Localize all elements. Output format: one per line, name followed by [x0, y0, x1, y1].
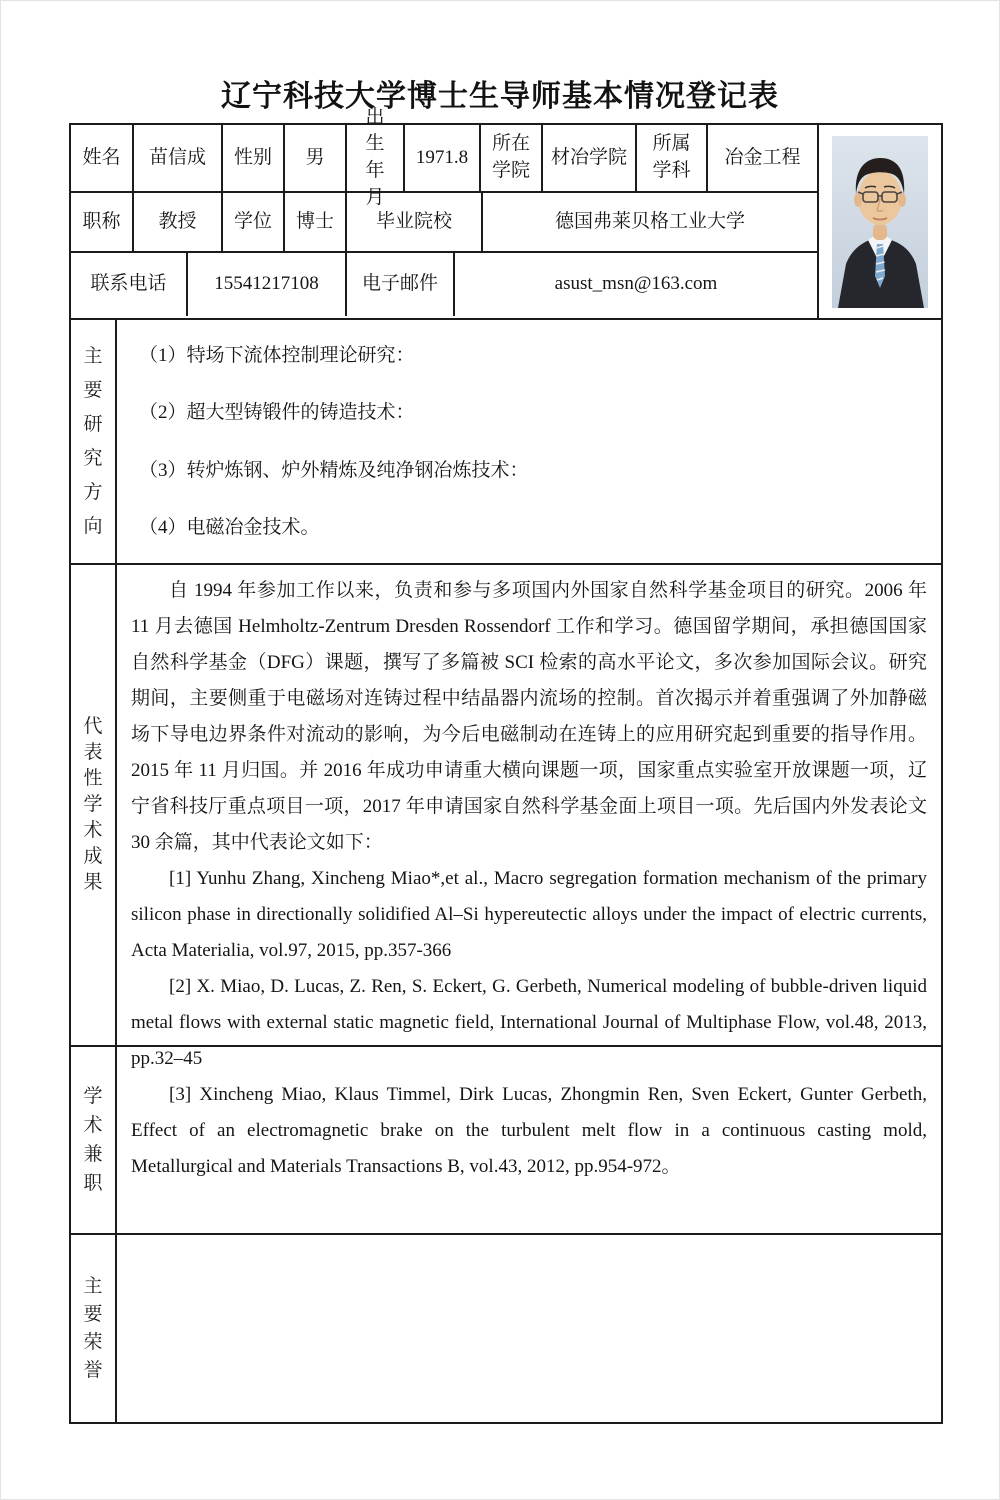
positions-content	[117, 1047, 941, 1233]
phone-value: 15541217108	[188, 253, 347, 316]
alma-mater-label: 毕业院校	[347, 193, 483, 251]
degree-value: 博士	[285, 193, 347, 251]
college-value: 材冶学院	[543, 125, 637, 191]
name-value: 苗信成	[134, 125, 223, 191]
email-label: 电子邮件	[347, 253, 455, 316]
discipline-label: 所属学科	[637, 125, 708, 191]
research-item-1: （1）特场下流体控制理论研究：	[139, 345, 415, 366]
section-research-directions	[71, 318, 941, 563]
phone-label: 联系电话	[71, 253, 188, 316]
prof-title-value: 教授	[134, 193, 223, 251]
table-row	[71, 106, 817, 208]
email-value: asust_msn@163.com	[554, 273, 718, 295]
form-table	[69, 106, 943, 1424]
honors-section-label: 主要荣誉	[83, 1275, 103, 1381]
discipline-value: 冶金工程	[724, 146, 801, 168]
research-item-2: （2）超大型铸锻件的铸造技术：	[139, 402, 415, 424]
portrait-photo	[832, 136, 928, 308]
page-title: 辽宁科技大学博士生导师基本情况登记表	[221, 80, 779, 113]
gender-value: 男	[285, 125, 347, 191]
name-label: 姓名	[71, 125, 134, 191]
research-item-4: （4）电磁冶金技术。	[139, 516, 320, 538]
section-main-honors	[71, 1233, 941, 1422]
gender-label: 性别	[223, 125, 285, 191]
alma-mater-value: 德国弗莱贝格工业大学	[554, 210, 745, 232]
positions-section-label: 学术兼职	[83, 1086, 103, 1194]
reference-3: [3] Xincheng Miao, Klaus Timmel, Dirk Lucas, Zhongmin Ren, Sven Eckert, Gunter Gerbeth, Effect of an electromagnetic brake on the turbulent melt flow in a continuous casting mold, Metallurgical and Materials Transactions B, vol.43, 2012, pp.954-972。	[131, 1084, 927, 1177]
honors-content	[117, 1235, 941, 1422]
reference-1: [1] Yunhu Zhang, Xincheng Miao*,et al., Macro segregation formation mechanism of the primary silicon phase in directionally solidified Al–Si hypereutectic alloys under the impact of electric currents, Acta Materialia, vol.97, 2015, pp.357-366	[131, 868, 927, 961]
birth-label: 出生年月	[347, 125, 405, 191]
section-academic-positions	[71, 1045, 941, 1233]
college-label: 所在学院	[481, 125, 543, 191]
birth-value: 1971.8	[405, 125, 481, 191]
achievements-paragraph: 自 1994 年参加工作以来，负责和参与多项国内外国家自然科学基金项目的研究。2006 年 11 月去德国 Helmholtz-Zentrum Dresden Rossendorf 工作和学习。德国留学期间，承担德国国家自然科学基金（DFG）课题，撰写了多篇被 SCI 检索的高水平论文，多次参加国际会议。研究期间，主要侧重于电磁场对连铸过程中结晶器内流场的控制。首次揭示并着重强调了外加静磁场下导电边界条件对流动的影响，为今后电磁制动在连铸上的应用研究起到重要的指导作用。2015 年 11 月归国。并 2016 年成功申请重大横向课题一项，国家重点实验室开放课题一项，辽宁省科技厅重点项目一项，2017 年申请国家自然科学基金面上项目一项。先后国内外发表论文 30 余篇，其中代表论文如下：	[131, 580, 927, 853]
research-item-3: （3）转炉炼钢、炉外精炼及纯净钢冶炼技术：	[139, 459, 529, 481]
reference-2: [2] X. Miao, D. Lucas, Z. Ren, S. Eckert, G. Gerbeth, Numerical modeling of bubble-driven liquid metal flows with external static magnetic field, International Journal of Multiphase Flow, vol.48, 2013, pp.32–45	[131, 976, 927, 1069]
degree-label: 学位	[223, 193, 285, 251]
prof-title-label: 职称	[71, 193, 134, 251]
photo-cell	[819, 125, 941, 318]
personal-info-block	[71, 106, 941, 318]
table-row	[71, 193, 817, 253]
table-row	[71, 253, 817, 316]
achievements-section-label: 代表性学术成果	[83, 716, 103, 893]
research-section-label: 主要研究方向	[83, 345, 103, 537]
